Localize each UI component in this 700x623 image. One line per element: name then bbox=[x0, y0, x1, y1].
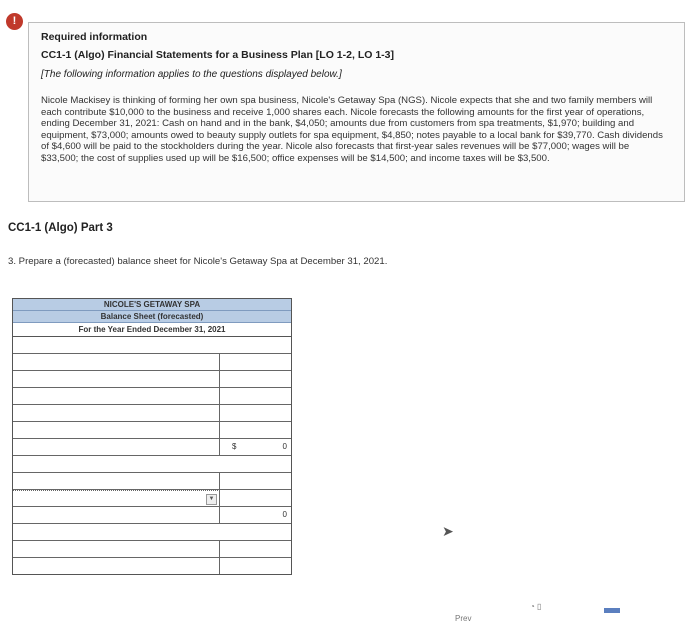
heading-input[interactable] bbox=[13, 456, 291, 472]
heading-input[interactable] bbox=[13, 524, 291, 540]
worksheet-row bbox=[13, 472, 291, 489]
alert-icon: ! bbox=[6, 13, 23, 30]
worksheet-row bbox=[13, 489, 291, 506]
required-information-box bbox=[28, 22, 685, 202]
amount-input[interactable] bbox=[220, 388, 291, 404]
amount-input[interactable] bbox=[220, 405, 291, 421]
total-value: 0 bbox=[282, 510, 287, 519]
worksheet-row bbox=[13, 540, 291, 557]
heading-input[interactable] bbox=[13, 337, 291, 353]
company-name: NICOLE'S GETAWAY SPA bbox=[13, 299, 291, 311]
part-title: CC1-1 (Algo) Part 3 bbox=[8, 222, 113, 234]
worksheet-row bbox=[13, 523, 291, 540]
account-input[interactable] bbox=[13, 354, 220, 370]
dollar-sign: $ bbox=[232, 442, 237, 451]
grid-view-icon[interactable] bbox=[604, 608, 620, 613]
prev-button[interactable]: Prev bbox=[455, 614, 472, 623]
account-input[interactable] bbox=[13, 541, 220, 557]
page-indicator-icon: ◔ ▯ bbox=[530, 602, 542, 611]
total-amount bbox=[220, 439, 291, 455]
total-amount bbox=[220, 507, 291, 523]
worksheet-row bbox=[13, 421, 291, 438]
account-input[interactable] bbox=[13, 405, 220, 421]
worksheet-row bbox=[13, 387, 291, 404]
statement-period: For the Year Ended December 31, 2021 bbox=[13, 323, 291, 336]
total-value: 0 bbox=[282, 442, 287, 451]
amount-input[interactable] bbox=[220, 422, 291, 438]
worksheet-row bbox=[13, 337, 291, 353]
worksheet-row bbox=[13, 404, 291, 421]
mouse-cursor-icon: ➤ bbox=[442, 523, 454, 539]
worksheet-row bbox=[13, 455, 291, 472]
info-subtitle: CC1-1 (Algo) Financial Statements for a Business Plan [LO 1-2, LO 1-3] bbox=[41, 49, 394, 61]
balance-sheet-worksheet bbox=[12, 298, 292, 575]
amount-input[interactable] bbox=[220, 371, 291, 387]
account-select[interactable] bbox=[13, 490, 220, 506]
question-text: 3. Prepare a (forecasted) balance sheet for Nicole's Getaway Spa at December 31, 2021. bbox=[8, 256, 388, 267]
amount-input[interactable] bbox=[220, 490, 291, 506]
account-input[interactable] bbox=[13, 388, 220, 404]
amount-input[interactable] bbox=[220, 354, 291, 370]
dropdown-arrow-icon[interactable]: ▼ bbox=[206, 494, 217, 505]
worksheet-header bbox=[13, 299, 291, 337]
total-label-input[interactable] bbox=[13, 439, 220, 455]
statement-name: Balance Sheet (forecasted) bbox=[13, 311, 291, 323]
worksheet-row bbox=[13, 353, 291, 370]
total-label-input[interactable] bbox=[13, 507, 220, 523]
total-row bbox=[13, 438, 291, 455]
amount-input[interactable] bbox=[220, 541, 291, 557]
amount-input[interactable] bbox=[220, 473, 291, 489]
account-input[interactable] bbox=[13, 558, 220, 574]
worksheet-row bbox=[13, 557, 291, 574]
info-note: [The following information applies to the questions displayed below.] bbox=[41, 69, 342, 80]
info-body: Nicole Mackisey is thinking of forming her own spa business, Nicole's Getaway Spa (NGS). Nicole expects that she and two family members will each contribute $10,000 to the business and receive 1,000 shares each. Nicole forecasts the following amounts for the first year of operations, ending December 31, 2021: Cash on hand and in the bank, $4,050; amounts due from customers from spa treatments, $1,970; building and equipment, $73,000; amounts owed to beauty supply outlets for spa equipment, $4,850; notes payable to a local bank for $39,770. Cash dividends of $4,600 will be paid to the stockholders during the year. Nicole also forecasts that first-year sales revenues will be $77,000; wages will be $33,500; the cost of supplies used up will be $16,500; office expenses will be $14,500; and income taxes will be $3,500. bbox=[41, 95, 663, 164]
account-input[interactable] bbox=[13, 473, 220, 489]
amount-input[interactable] bbox=[220, 558, 291, 574]
info-heading: Required information bbox=[41, 31, 148, 43]
account-input[interactable] bbox=[13, 371, 220, 387]
account-input[interactable] bbox=[13, 422, 220, 438]
worksheet-row bbox=[13, 370, 291, 387]
total-row bbox=[13, 506, 291, 523]
